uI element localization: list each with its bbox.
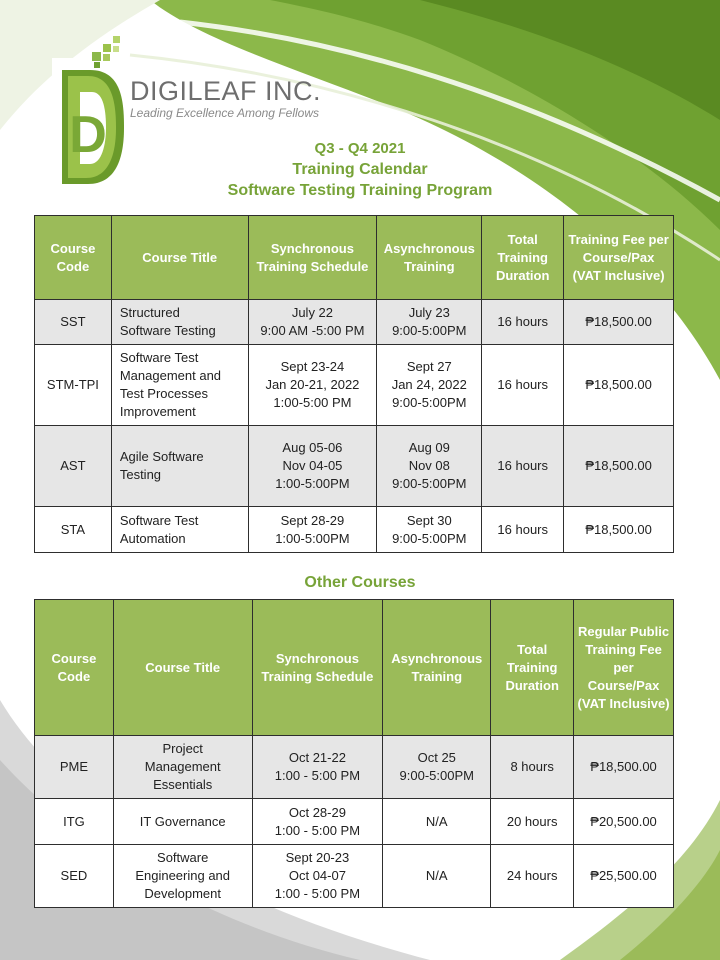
async-training: N/A xyxy=(383,845,491,908)
course-code: PME xyxy=(35,736,114,799)
duration: 16 hours xyxy=(482,300,564,345)
program-heading: Software Testing Training Program xyxy=(227,182,493,199)
sync-schedule: Sept 23-24 Jan 20-21, 2022 1:00-5:00 PM xyxy=(248,345,377,426)
fee: ₱18,500.00 xyxy=(564,345,674,426)
header-course-title: Course Title xyxy=(113,600,252,736)
course-code: ITG xyxy=(35,799,114,845)
header-duration: Total Training Duration xyxy=(491,600,574,736)
course-title: Software Engineering and Development xyxy=(113,845,252,908)
table-row xyxy=(35,300,674,345)
sync-schedule: Sept 20-23 Oct 04-07 1:00 - 5:00 PM xyxy=(252,845,383,908)
fee: ₱18,500.00 xyxy=(564,507,674,553)
other-courses-table xyxy=(34,599,674,908)
logo-letter: D xyxy=(69,106,107,164)
table-row xyxy=(35,845,674,908)
duration: 16 hours xyxy=(482,345,564,426)
course-title: Software Test Automation xyxy=(111,507,248,553)
sync-schedule: Aug 05-06 Nov 04-05 1:00-5:00PM xyxy=(248,426,377,507)
other-courses-heading: Other Courses xyxy=(304,574,416,591)
table-row xyxy=(35,426,674,507)
fee: ₱25,500.00 xyxy=(574,845,674,908)
sync-schedule: Oct 21-22 1:00 - 5:00 PM xyxy=(252,736,383,799)
table-row xyxy=(35,345,674,426)
course-title: Software Test Management and Test Processes Improvement xyxy=(111,345,248,426)
table-row xyxy=(35,736,674,799)
course-title: Agile Software Testing xyxy=(111,426,248,507)
software-testing-table xyxy=(34,215,674,553)
company-name: DIGILEAF INC. xyxy=(130,76,322,106)
async-training: Sept 27 Jan 24, 2022 9:00-5:00PM xyxy=(377,345,482,426)
fee: ₱18,500.00 xyxy=(574,736,674,799)
async-training: Sept 30 9:00-5:00PM xyxy=(377,507,482,553)
table-row xyxy=(35,507,674,553)
header-duration: Total Training Duration xyxy=(482,216,564,300)
duration: 20 hours xyxy=(491,799,574,845)
header-async-training: Asynchronous Training xyxy=(377,216,482,300)
duration: 16 hours xyxy=(482,507,564,553)
async-training: Aug 09 Nov 08 9:00-5:00PM xyxy=(377,426,482,507)
async-training: Oct 25 9:00-5:00PM xyxy=(383,736,491,799)
table-header-row xyxy=(35,216,674,300)
fee: ₱18,500.00 xyxy=(564,426,674,507)
sync-schedule: Sept 28-29 1:00-5:00PM xyxy=(248,507,377,553)
course-title: IT Governance xyxy=(113,799,252,845)
async-training: N/A xyxy=(383,799,491,845)
fee: ₱18,500.00 xyxy=(564,300,674,345)
duration: 8 hours xyxy=(491,736,574,799)
duration: 24 hours xyxy=(491,845,574,908)
header-fee: Training Fee per Course/Pax (VAT Inclusive) xyxy=(564,216,674,300)
course-code: AST xyxy=(35,426,112,507)
course-code: STM-TPI xyxy=(35,345,112,426)
calendar-heading: Training Calendar xyxy=(292,161,428,178)
course-code: STA xyxy=(35,507,112,553)
table-header-row xyxy=(35,600,674,736)
fee: ₱20,500.00 xyxy=(574,799,674,845)
table-row xyxy=(35,799,674,845)
header-async-training: Asynchronous Training xyxy=(383,600,491,736)
period-heading: Q3 - Q4 2021 xyxy=(314,140,406,157)
course-code: SST xyxy=(35,300,112,345)
header-course-title: Course Title xyxy=(111,216,248,300)
header-fee: Regular Public Training Fee per Course/Pax (VAT Inclusive) xyxy=(574,600,674,736)
sync-schedule: Oct 28-29 1:00 - 5:00 PM xyxy=(252,799,383,845)
company-tagline: Leading Excellence Among Fellows xyxy=(130,106,319,120)
async-training: July 23 9:00-5:00PM xyxy=(377,300,482,345)
header-sync-schedule: Synchronous Training Schedule xyxy=(252,600,383,736)
header-course-code: Course Code xyxy=(35,216,112,300)
sync-schedule: July 22 9:00 AM -5:00 PM xyxy=(248,300,377,345)
header-course-code: Course Code xyxy=(35,600,114,736)
duration: 16 hours xyxy=(482,426,564,507)
course-code: SED xyxy=(35,845,114,908)
course-title: Structured Software Testing xyxy=(111,300,248,345)
course-title: Project Management Essentials xyxy=(113,736,252,799)
header-sync-schedule: Synchronous Training Schedule xyxy=(248,216,377,300)
